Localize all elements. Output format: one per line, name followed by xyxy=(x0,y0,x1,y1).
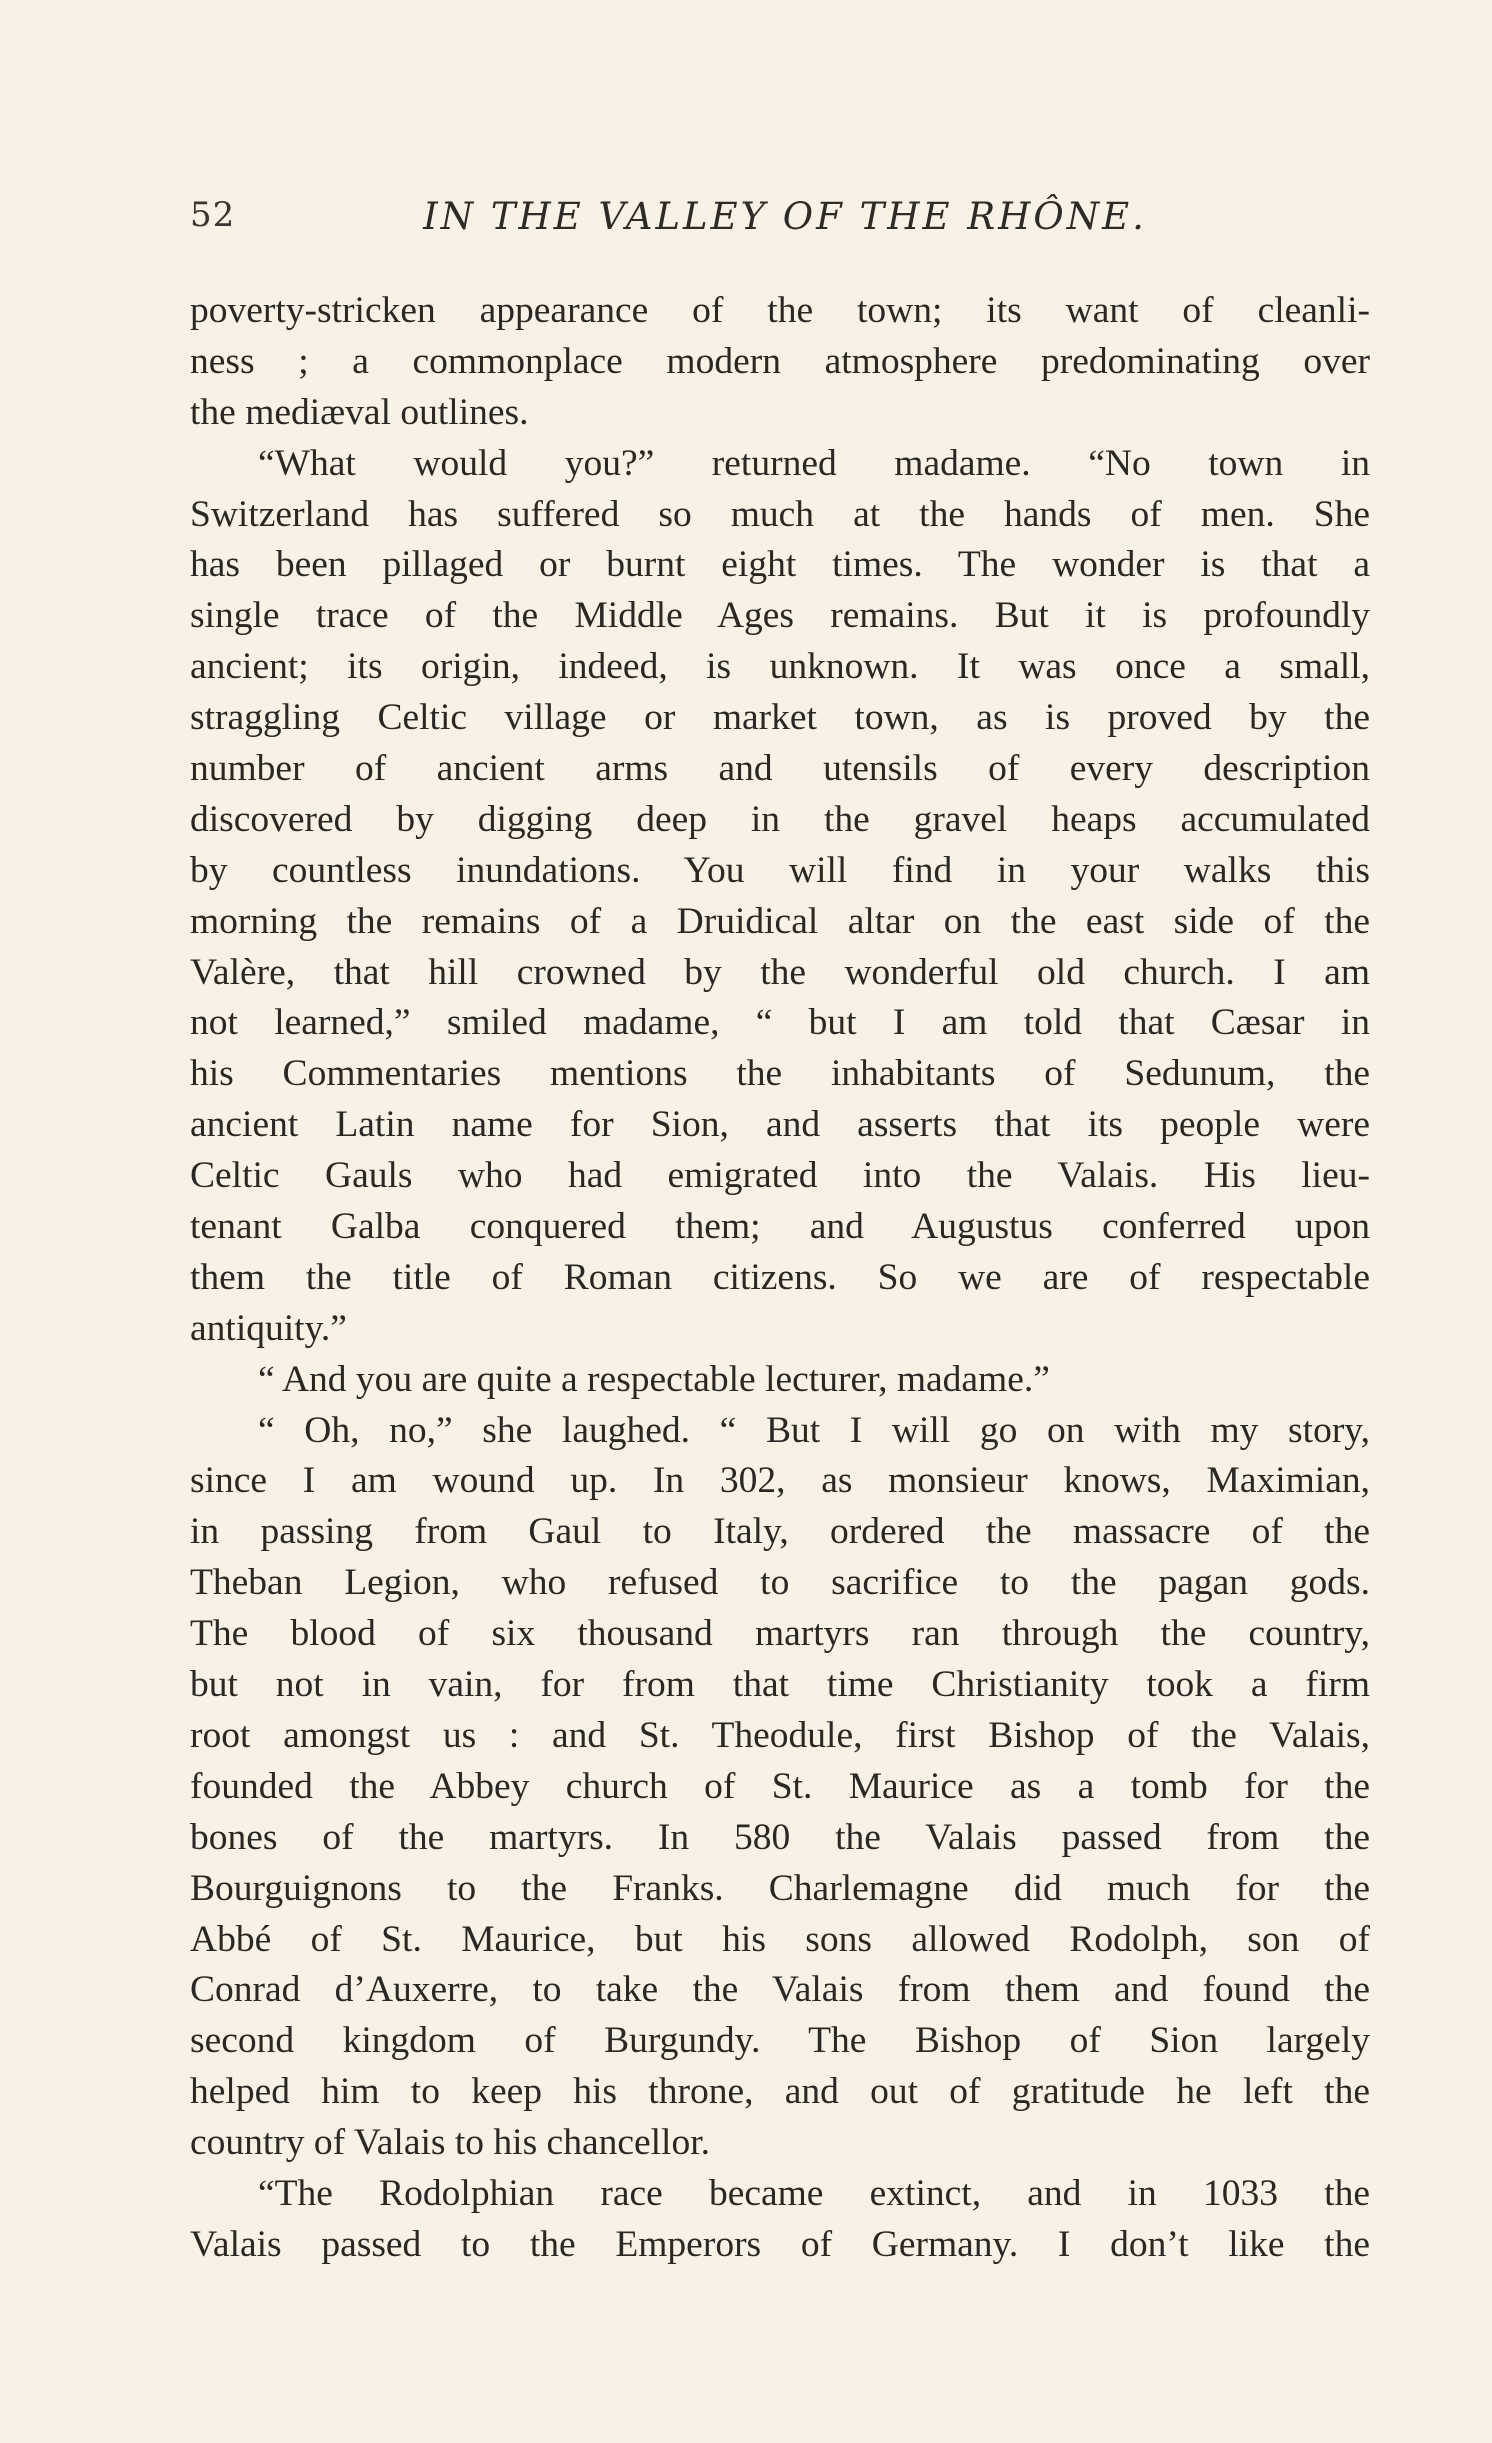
text-line: helped him to keep his throne, and out of gratitude he left the xyxy=(190,2071,1370,2113)
text-line: The blood of six thousand martyrs ran through the country, xyxy=(190,1613,1370,1655)
text-line: bones of the martyrs. In 580 the Valais passed from the xyxy=(190,1816,1370,1858)
text-line: Abbé of St. Maurice, but his sons allowed Rodolph, son of xyxy=(190,1918,1370,1960)
page-header xyxy=(190,195,1380,245)
text-line: “What would you?” returned madame. “No town in xyxy=(258,442,1370,484)
text-line: “ And you are quite a respectable lecturer, madame.” xyxy=(258,1358,1050,1400)
body-text xyxy=(190,286,1370,2271)
text-line: Valère, that hill crowned by the wonderful old church. I am xyxy=(190,951,1370,993)
text-line: morning the remains of a Druidical altar on the east side of the xyxy=(190,900,1370,942)
text-line: poverty-stricken appearance of the town; its want of cleanli- xyxy=(190,290,1370,331)
running-title: IN THE VALLEY OF THE RHÔNE. xyxy=(423,195,1147,238)
text-line: number of ancient arms and utensils of every description xyxy=(190,748,1370,790)
text-line: founded the Abbey church of St. Maurice as a tomb for the xyxy=(190,1765,1370,1807)
text-line: the mediæval outlines. xyxy=(190,391,529,433)
text-line: them the title of Roman citizens. So we are of respectable xyxy=(190,1256,1370,1298)
text-line: country of Valais to his chancellor. xyxy=(190,2122,711,2164)
text-line: Valais passed to the Emperors of Germany. I don’t like the xyxy=(190,2223,1370,2265)
text-line: second kingdom of Burgundy. The Bishop of Sion largely xyxy=(190,2020,1370,2062)
text-line: not learned,” smiled madame, “ but I am told that Cæsar in xyxy=(190,1002,1370,1044)
text-line: by countless inundations. You will find in your walks this xyxy=(190,849,1370,891)
text-line: “The Rodolphian race became extinct, and in 1033 the xyxy=(258,2172,1370,2214)
text-line: root amongst us : and St. Theodule, first Bishop of the Valais, xyxy=(190,1714,1370,1756)
text-line: Celtic Gauls who had emigrated into the Valais. His lieu- xyxy=(190,1155,1370,1197)
text-line: antiquity.” xyxy=(190,1307,347,1349)
page-number: 52 xyxy=(190,195,236,235)
text-line: ancient Latin name for Sion, and asserts that its people were xyxy=(190,1104,1370,1146)
text-line: ancient; its origin, indeed, is unknown. It was once a small, xyxy=(190,646,1370,688)
text-line: straggling Celtic village or market town, as is proved by the xyxy=(190,697,1370,739)
text-line: single trace of the Middle Ages remains. But it is profoundly xyxy=(190,595,1370,637)
text-line: but not in vain, for from that time Christianity took a firm xyxy=(190,1664,1370,1706)
text-line: since I am wound up. In 302, as monsieur knows, Maximian, xyxy=(190,1460,1370,1502)
text-line: Conrad d’Auxerre, to take the Valais from them and found the xyxy=(190,1969,1370,2011)
text-line: tenant Galba conquered them; and Augustus conferred upon xyxy=(190,1206,1370,1248)
text-line: “ Oh, no,” she laughed. “ But I will go on with my story, xyxy=(258,1409,1370,1451)
text-line: Theban Legion, who refused to sacrifice to the pagan gods. xyxy=(190,1562,1370,1604)
text-line: his Commentaries mentions the inhabitants of Sedunum, the xyxy=(190,1053,1370,1095)
text-line: has been pillaged or burnt eight times. The wonder is that a xyxy=(190,544,1370,586)
text-line: in passing from Gaul to Italy, ordered the massacre of the xyxy=(190,1511,1370,1553)
text-line: discovered by digging deep in the gravel heaps accumulated xyxy=(190,798,1370,840)
text-line: Bourguignons to the Franks. Charlemagne did much for the xyxy=(190,1867,1370,1909)
text-line: ness ; a commonplace modern atmosphere predominating over xyxy=(190,340,1370,382)
text-line: Switzerland has suffered so much at the hands of men. She xyxy=(190,493,1370,535)
